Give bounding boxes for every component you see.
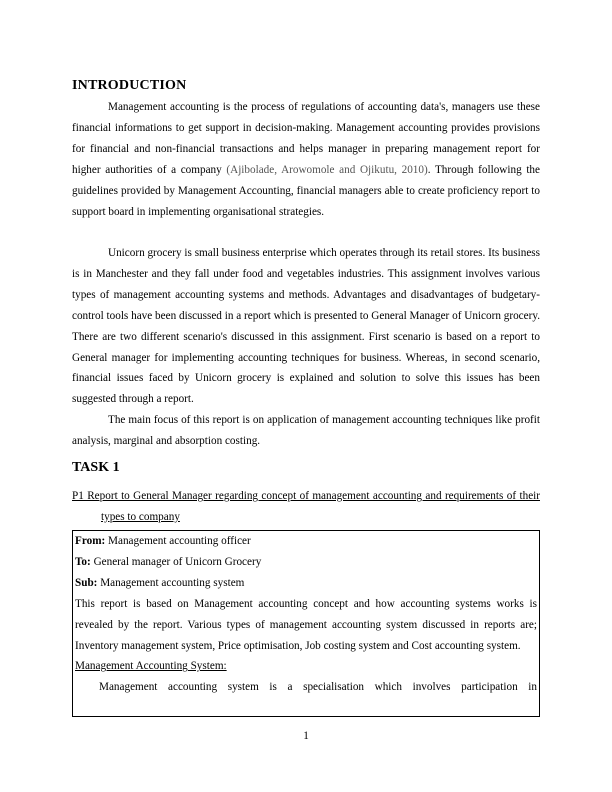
memo-body: This report is based on Management accounting concept and how accounting systems works is revealed by the report. Various types of management accounting system discussed in reports are; Inventory management system, Price optimisation, Job costing system and Cost accounting system. (75, 597, 537, 652)
memo-from-line (75, 531, 537, 552)
introduction-heading: INTRODUCTION (72, 78, 187, 93)
memo-sub-label: Sub: (75, 576, 98, 589)
memo-sub-line (75, 573, 537, 594)
memo-sub-value: Management accounting system (97, 576, 245, 589)
intro-p3-text: The main focus of this report is on application of management accounting techniques like profit analysis, marginal and absorption costing. (72, 414, 540, 447)
memo-from-label: From: (75, 535, 106, 547)
memo-to-label: To: (75, 555, 91, 568)
memo-section-text: Management accounting system is a specialisation which involves participation in (99, 681, 537, 694)
task-subheading: P1 Report to General Manager regarding concept of management accounting and requirements of their types to company (72, 490, 540, 523)
intro-paragraph-2 (72, 243, 540, 410)
citation: (Ajibolade, Arowomole and Ojikutu, 2010) (226, 163, 428, 176)
intro-p1-text: Management accounting is the process of regulations of accounting data's, managers use these financial informations to get support in decision-making. Management accounting provides provisions for financial and non-financial transactions and helps manager in preparing management report for higher authorities of a company (72, 101, 540, 176)
memo-to-line (75, 552, 537, 573)
memo-from-value: Management accounting officer (105, 535, 251, 547)
intro-paragraph-3 (72, 410, 540, 452)
memo-to-value: General manager of Unicorn Grocery (90, 555, 262, 568)
intro-p1-rest: . Through following the guidelines provided by Management Accounting, financial managers able to create proficiency report to support board in implementing organisational strategies. (72, 163, 540, 218)
memo-section-heading: Management Accounting System: (75, 660, 227, 673)
task-heading: TASK 1 (72, 460, 120, 475)
memo-box (72, 530, 540, 717)
intro-p2-text: Unicorn grocery is small business enterprise which operates through its retail stores. Its business is in Manchester and they fall under food and vegetables industries. This assignment involves various types of management accounting systems and methods. Advantages and disadvantages of budgetary-control tools have been discussed in a report which is presented to General Manager of Unicorn grocery. There are two different scenario's discussed in this assignment. First scenario is based on a report to General manager for implementing accounting techniques for business. Whereas, in second scenario, financial issues faced by Unicorn grocery is explained and solution to solve this issues has been suggested through a report. (72, 247, 540, 406)
page-number: 1 (303, 730, 309, 742)
intro-paragraph-1 (72, 97, 540, 222)
